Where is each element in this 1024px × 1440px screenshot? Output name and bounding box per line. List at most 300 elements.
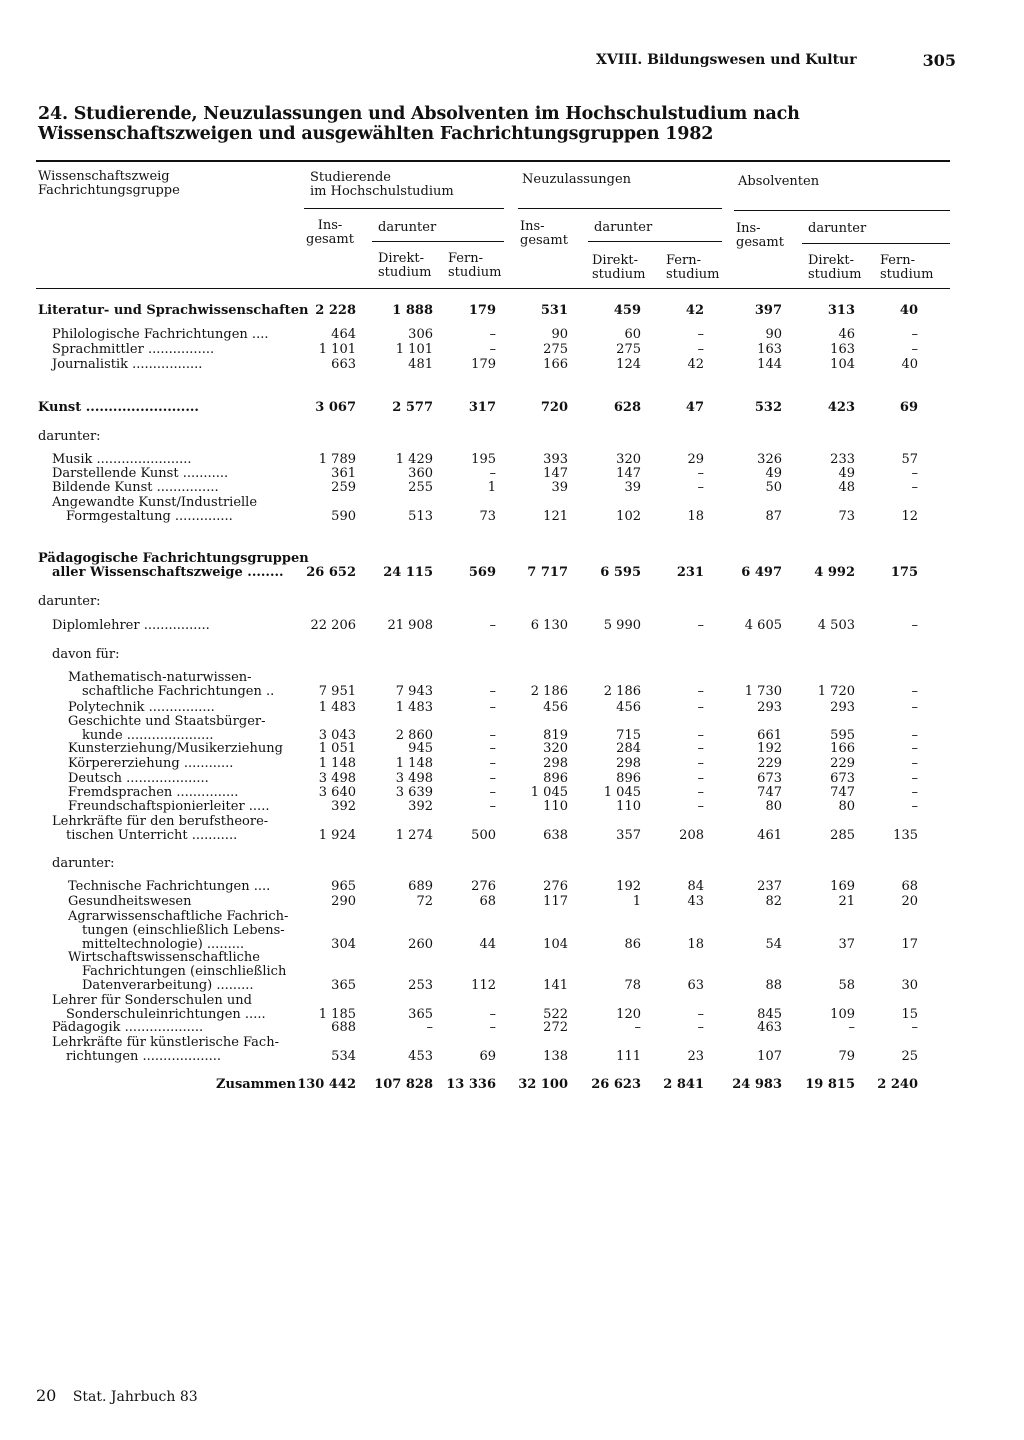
table-cell: 663 xyxy=(331,357,356,372)
table-cell: 1 101 xyxy=(318,342,356,357)
table-cell: 313 xyxy=(827,303,855,318)
table-cell: – xyxy=(911,799,918,814)
table-cell: 68 xyxy=(479,894,496,909)
table-cell: 3 067 xyxy=(315,400,356,415)
table-cell: – xyxy=(697,728,704,743)
table-cell: 715 xyxy=(616,728,641,743)
table-cell: 1 888 xyxy=(392,303,433,318)
row-label: Kunst ......................... xyxy=(38,400,199,415)
table-cell: 1 045 xyxy=(530,785,568,800)
direkt-header-2: Direkt- studium xyxy=(592,253,646,282)
sub-rule-studierende xyxy=(372,241,504,242)
table-cell: 819 xyxy=(543,728,568,743)
table-cell: 392 xyxy=(331,799,356,814)
table-cell: 19 815 xyxy=(805,1077,855,1092)
table-cell: – xyxy=(911,684,918,699)
top-rule xyxy=(36,160,950,162)
table-cell: 569 xyxy=(468,565,496,580)
fern-header-3: Fern- studium xyxy=(880,253,934,282)
table-cell: 6 497 xyxy=(741,565,782,580)
table-cell: 673 xyxy=(830,771,855,786)
row-label: Agrarwissenschaftliche Fachrich- xyxy=(68,909,289,924)
table-cell: 88 xyxy=(765,978,782,993)
table-cell: 29 xyxy=(687,452,704,467)
table-cell: 13 336 xyxy=(446,1077,496,1092)
table-cell: 293 xyxy=(757,700,782,715)
row-label: Musik ....................... xyxy=(52,452,192,467)
row-label: Lehrkräfte für den berufstheore- xyxy=(52,814,269,829)
table-cell: 1 789 xyxy=(318,452,356,467)
table-cell: 2 860 xyxy=(395,728,433,743)
table-cell: – xyxy=(697,700,704,715)
table-cell: 720 xyxy=(540,400,568,415)
table-cell: 260 xyxy=(408,937,433,952)
table-cell: 1 xyxy=(632,894,641,909)
table-cell: – xyxy=(911,771,918,786)
table-cell: 3 639 xyxy=(395,785,433,800)
table-cell: – xyxy=(697,771,704,786)
table-cell: – xyxy=(697,480,704,495)
table-cell: – xyxy=(697,756,704,771)
row-label: Technische Fachrichtungen .... xyxy=(68,879,271,894)
table-cell: 747 xyxy=(757,785,782,800)
table-cell: – xyxy=(911,728,918,743)
table-cell: 253 xyxy=(408,978,433,993)
row-label: Bildende Kunst ............... xyxy=(52,480,219,495)
table-cell: 500 xyxy=(471,828,496,843)
table-cell: 39 xyxy=(551,480,568,495)
table-cell: 90 xyxy=(551,327,568,342)
table-cell: 73 xyxy=(838,509,855,524)
table-cell: – xyxy=(489,1007,496,1022)
table-cell: 365 xyxy=(331,978,356,993)
table-cell: 276 xyxy=(471,879,496,894)
group-rule-neuzulassungen xyxy=(518,208,722,209)
table-cell: 80 xyxy=(765,799,782,814)
table-cell: 1 051 xyxy=(318,741,356,756)
table-cell: 25 xyxy=(901,1049,918,1064)
table-cell: 112 xyxy=(471,978,496,993)
table-cell: 124 xyxy=(616,357,641,372)
table-cell: 1 045 xyxy=(603,785,641,800)
table-cell: 397 xyxy=(754,303,782,318)
table-cell: 513 xyxy=(408,509,433,524)
table-cell: 104 xyxy=(830,357,855,372)
table-cell: 117 xyxy=(543,894,568,909)
table-cell: – xyxy=(911,741,918,756)
table-cell: 255 xyxy=(408,480,433,495)
table-cell: 464 xyxy=(331,327,356,342)
row-label: Angewandte Kunst/Industrielle xyxy=(52,495,258,510)
table-cell: 104 xyxy=(543,937,568,952)
group-rule-studierende xyxy=(304,208,504,209)
row-label: Diplomlehrer ................ xyxy=(52,618,210,633)
table-cell: 60 xyxy=(624,327,641,342)
table-cell: – xyxy=(634,1020,641,1035)
table-cell: 1 185 xyxy=(318,1007,356,1022)
row-label: Philologische Fachrichtungen .... xyxy=(52,327,269,342)
table-cell: 595 xyxy=(830,728,855,743)
insgesamt-header-3: Ins- gesamt xyxy=(736,221,784,250)
table-cell: 68 xyxy=(901,879,918,894)
sub-rule-absolventen xyxy=(802,243,950,244)
table-cell: – xyxy=(489,700,496,715)
row-label: Darstellende Kunst ........... xyxy=(52,466,229,481)
table-cell: 326 xyxy=(757,452,782,467)
row-label: Pädagogische Fachrichtungsgruppen xyxy=(38,551,309,566)
table-cell: 163 xyxy=(757,342,782,357)
table-cell: – xyxy=(489,684,496,699)
table-cell: 50 xyxy=(765,480,782,495)
row-label: schaftliche Fachrichtungen .. xyxy=(82,684,275,699)
table-cell: 463 xyxy=(757,1020,782,1035)
table-cell: 1 924 xyxy=(318,828,356,843)
table-cell: 2 228 xyxy=(315,303,356,318)
table-cell: – xyxy=(697,785,704,800)
table-cell: 317 xyxy=(468,400,496,415)
table-cell: 107 xyxy=(757,1049,782,1064)
table-cell: 231 xyxy=(676,565,704,580)
table-cell: 40 xyxy=(901,357,918,372)
row-label: Literatur- und Sprachwissenschaften xyxy=(38,303,309,318)
source-label: Stat. Jahrbuch 83 xyxy=(72,1389,198,1405)
table-cell: 40 xyxy=(899,303,918,318)
table-cell: 121 xyxy=(543,509,568,524)
table-cell: 3 640 xyxy=(318,785,356,800)
row-label: Pädagogik ................... xyxy=(52,1020,204,1035)
table-cell: 192 xyxy=(616,879,641,894)
table-cell: – xyxy=(697,342,704,357)
table-cell: 163 xyxy=(830,342,855,357)
table-cell: 1 483 xyxy=(318,700,356,715)
table-cell: 590 xyxy=(331,509,356,524)
table-cell: 747 xyxy=(830,785,855,800)
table-cell: 304 xyxy=(331,937,356,952)
table-cell: 110 xyxy=(543,799,568,814)
table-cell: 49 xyxy=(765,466,782,481)
table-cell: 1 101 xyxy=(395,342,433,357)
row-label: Kunsterziehung/Musikerziehung xyxy=(68,741,283,756)
table-cell: 7 943 xyxy=(395,684,433,699)
table-cell: – xyxy=(489,756,496,771)
row-label: Körpererziehung ............ xyxy=(68,756,234,771)
table-cell: – xyxy=(489,1020,496,1035)
table-cell: 4 992 xyxy=(814,565,855,580)
table-cell: 57 xyxy=(901,452,918,467)
table-cell: 237 xyxy=(757,879,782,894)
table-cell: 69 xyxy=(479,1049,496,1064)
darunter-header-3: darunter xyxy=(808,221,867,236)
table-cell: 361 xyxy=(331,466,356,481)
table-cell: 531 xyxy=(540,303,568,318)
table-cell: 111 xyxy=(616,1049,641,1064)
row-label: Sonderschuleinrichtungen ..... xyxy=(66,1007,266,1022)
table-cell: 392 xyxy=(408,799,433,814)
table-cell: 275 xyxy=(543,342,568,357)
table-cell: 72 xyxy=(416,894,433,909)
table-cell: 1 xyxy=(487,480,496,495)
table-cell: 73 xyxy=(479,509,496,524)
stub-header-line-1: Wissenschaftszweig xyxy=(38,169,170,184)
table-cell: 144 xyxy=(757,357,782,372)
table-cell: 21 908 xyxy=(387,618,433,633)
table-cell: 17 xyxy=(901,937,918,952)
table-cell: 107 828 xyxy=(374,1077,433,1092)
table-cell: 147 xyxy=(543,466,568,481)
table-cell: 320 xyxy=(616,452,641,467)
table-cell: 7 951 xyxy=(318,684,356,699)
row-label: tischen Unterricht ........... xyxy=(66,828,238,843)
row-label: Mathematisch-naturwissen- xyxy=(68,670,252,685)
table-cell: 26 652 xyxy=(306,565,356,580)
table-cell: 49 xyxy=(838,466,855,481)
table-cell: 54 xyxy=(765,937,782,952)
table-cell: 357 xyxy=(616,828,641,843)
table-cell: 456 xyxy=(616,700,641,715)
table-cell: 453 xyxy=(408,1049,433,1064)
table-cell: 896 xyxy=(543,771,568,786)
running-title: XVIII. Bildungswesen und Kultur xyxy=(596,52,857,68)
table-cell: 44 xyxy=(479,937,496,952)
table-cell: 259 xyxy=(331,480,356,495)
fern-header-2: Fern- studium xyxy=(666,253,720,282)
table-cell: – xyxy=(489,741,496,756)
table-cell: 18 xyxy=(687,937,704,952)
table-cell: 1 429 xyxy=(395,452,433,467)
table-cell: 43 xyxy=(687,894,704,909)
table-cell: – xyxy=(911,618,918,633)
table-cell: – xyxy=(911,1020,918,1035)
page-number: 305 xyxy=(922,51,956,70)
table-cell: 135 xyxy=(893,828,918,843)
table-cell: 3 498 xyxy=(395,771,433,786)
row-label: Freundschaftspionierleiter ..... xyxy=(68,799,270,814)
insgesamt-header-1: Ins- gesamt xyxy=(306,218,354,247)
row-label: darunter: xyxy=(38,594,101,609)
table-cell: 233 xyxy=(830,452,855,467)
table-cell: – xyxy=(697,684,704,699)
table-cell: 79 xyxy=(838,1049,855,1064)
table-cell: 18 xyxy=(687,509,704,524)
table-cell: 86 xyxy=(624,937,641,952)
table-cell: 2 240 xyxy=(877,1077,918,1092)
table-cell: – xyxy=(911,466,918,481)
table-cell: 845 xyxy=(757,1007,782,1022)
table-cell: 276 xyxy=(543,879,568,894)
table-cell: 138 xyxy=(543,1049,568,1064)
table-cell: 69 xyxy=(899,400,918,415)
row-label: Geschichte und Staatsbürger- xyxy=(68,714,266,729)
table-cell: – xyxy=(911,480,918,495)
table-cell: 965 xyxy=(331,879,356,894)
row-label: mitteltechnologie) ......... xyxy=(82,937,245,952)
row-label: davon für: xyxy=(52,647,120,662)
table-cell: 46 xyxy=(838,327,855,342)
table-cell: 275 xyxy=(616,342,641,357)
table-cell: – xyxy=(848,1020,855,1035)
table-cell: 102 xyxy=(616,509,641,524)
table-cell: 120 xyxy=(616,1007,641,1022)
table-cell: 24 115 xyxy=(383,565,433,580)
table-cell: 365 xyxy=(408,1007,433,1022)
table-cell: – xyxy=(697,799,704,814)
table-cell: 78 xyxy=(624,978,641,993)
table-cell: 30 xyxy=(901,978,918,993)
row-label: Zusammen xyxy=(216,1077,296,1092)
table-cell: 298 xyxy=(543,756,568,771)
row-label: Gesundheitswesen xyxy=(68,894,192,909)
table-cell: 37 xyxy=(838,937,855,952)
group-header-absolventen: Absolventen xyxy=(738,174,820,189)
table-cell: 179 xyxy=(468,303,496,318)
sheet-number: 20 xyxy=(36,1386,57,1405)
table-cell: 21 xyxy=(838,894,855,909)
table-cell: 290 xyxy=(331,894,356,909)
table-cell: 2 841 xyxy=(663,1077,704,1092)
table-cell: 192 xyxy=(757,741,782,756)
row-label: Deutsch .................... xyxy=(68,771,209,786)
table-cell: 87 xyxy=(765,509,782,524)
table-cell: 141 xyxy=(543,978,568,993)
table-cell: – xyxy=(489,799,496,814)
table-cell: 673 xyxy=(757,771,782,786)
table-cell: 179 xyxy=(471,357,496,372)
table-cell: 109 xyxy=(830,1007,855,1022)
group-rule-absolventen xyxy=(734,210,950,211)
table-cell: 272 xyxy=(543,1020,568,1035)
running-head xyxy=(596,52,956,68)
table-cell: 4 605 xyxy=(744,618,782,633)
table-cell: – xyxy=(911,785,918,800)
table-title: 24. Studierende, Neuzulassungen und Absolventen im Hochschulstudium nach Wissenschaftszweigen und ausgewählten Fachrichtungsgruppen 1982 xyxy=(38,104,800,144)
table-cell: 42 xyxy=(685,303,704,318)
table-cell: – xyxy=(911,342,918,357)
sub-rule-neuzulassungen xyxy=(588,241,722,242)
table-cell: 320 xyxy=(543,741,568,756)
table-cell: 6 130 xyxy=(530,618,568,633)
table-cell: 229 xyxy=(757,756,782,771)
table-cell: 1 483 xyxy=(395,700,433,715)
table-cell: 628 xyxy=(613,400,641,415)
table-cell: 688 xyxy=(331,1020,356,1035)
group-header-neuzulassungen: Neuzulassungen xyxy=(522,172,632,187)
table-cell: 306 xyxy=(408,327,433,342)
row-label: richtungen ................... xyxy=(66,1049,222,1064)
table-cell: 461 xyxy=(757,828,782,843)
row-label: Journalistik ................. xyxy=(52,357,203,372)
table-cell: 534 xyxy=(331,1049,356,1064)
table-cell: 532 xyxy=(754,400,782,415)
direkt-header-1: Direkt- studium xyxy=(378,251,432,280)
table-cell: 166 xyxy=(830,741,855,756)
table-cell: 284 xyxy=(616,741,641,756)
insgesamt-header-2: Ins- gesamt xyxy=(520,219,568,248)
stub-header-line-2: Fachrichtungsgruppe xyxy=(38,183,180,198)
table-cell: 423 xyxy=(827,400,855,415)
table-cell: – xyxy=(489,728,496,743)
table-cell: 39 xyxy=(624,480,641,495)
table-cell: 20 xyxy=(901,894,918,909)
table-cell: 5 990 xyxy=(603,618,641,633)
table-cell: 689 xyxy=(408,879,433,894)
table-cell: 110 xyxy=(616,799,641,814)
table-cell: 15 xyxy=(901,1007,918,1022)
table-cell: 166 xyxy=(543,357,568,372)
table-cell: 6 595 xyxy=(600,565,641,580)
table-cell: 24 983 xyxy=(732,1077,782,1092)
table-cell: – xyxy=(911,327,918,342)
table-cell: – xyxy=(697,1020,704,1035)
row-label: darunter: xyxy=(38,429,101,444)
table-cell: 47 xyxy=(685,400,704,415)
table-cell: 208 xyxy=(679,828,704,843)
darunter-header-1: darunter xyxy=(378,220,437,235)
row-label: Datenverarbeitung) ......... xyxy=(82,978,254,993)
table-cell: 175 xyxy=(890,565,918,580)
table-cell: 26 623 xyxy=(591,1077,641,1092)
table-cell: 661 xyxy=(757,728,782,743)
table-cell: – xyxy=(489,785,496,800)
table-cell: 459 xyxy=(613,303,641,318)
row-label: kunde ..................... xyxy=(82,728,214,743)
table-cell: 42 xyxy=(687,357,704,372)
group-header-studierende: Studierende im Hochschulstudium xyxy=(310,170,454,199)
table-cell: 195 xyxy=(471,452,496,467)
direkt-header-3: Direkt- studium xyxy=(808,253,862,282)
table-cell: 4 503 xyxy=(817,618,855,633)
table-cell: 393 xyxy=(543,452,568,467)
table-cell: 90 xyxy=(765,327,782,342)
table-cell: – xyxy=(697,327,704,342)
stub-header xyxy=(38,170,180,198)
table-cell: – xyxy=(911,700,918,715)
table-cell: 48 xyxy=(838,480,855,495)
page-footer xyxy=(36,1386,198,1405)
table-cell: 58 xyxy=(838,978,855,993)
row-label: Fremdsprachen ............... xyxy=(68,785,239,800)
table-cell: 63 xyxy=(687,978,704,993)
table-cell: 84 xyxy=(687,879,704,894)
table-cell: 12 xyxy=(901,509,918,524)
row-label: Formgestaltung .............. xyxy=(66,509,233,524)
table-cell: 23 xyxy=(687,1049,704,1064)
table-cell: 3 498 xyxy=(318,771,356,786)
table-cell: 522 xyxy=(543,1007,568,1022)
table-cell: 285 xyxy=(830,828,855,843)
table-cell: – xyxy=(697,1007,704,1022)
header-bottom-rule xyxy=(36,288,950,289)
table-cell: 360 xyxy=(408,466,433,481)
darunter-header-2: darunter xyxy=(594,220,653,235)
row-label: Sprachmittler ................ xyxy=(52,342,215,357)
table-cell: – xyxy=(697,466,704,481)
table-cell: 293 xyxy=(830,700,855,715)
table-cell: – xyxy=(489,771,496,786)
table-cell: 1 274 xyxy=(395,828,433,843)
table-cell: 169 xyxy=(830,879,855,894)
table-cell: – xyxy=(489,466,496,481)
table-cell: 229 xyxy=(830,756,855,771)
table-cell: 7 717 xyxy=(527,565,568,580)
table-cell: 130 442 xyxy=(297,1077,356,1092)
table-cell: – xyxy=(489,327,496,342)
table-cell: – xyxy=(911,756,918,771)
table-cell: 2 186 xyxy=(530,684,568,699)
table-cell: 638 xyxy=(543,828,568,843)
table-cell: 32 100 xyxy=(518,1077,568,1092)
table-cell: 945 xyxy=(408,741,433,756)
table-cell: – xyxy=(697,741,704,756)
